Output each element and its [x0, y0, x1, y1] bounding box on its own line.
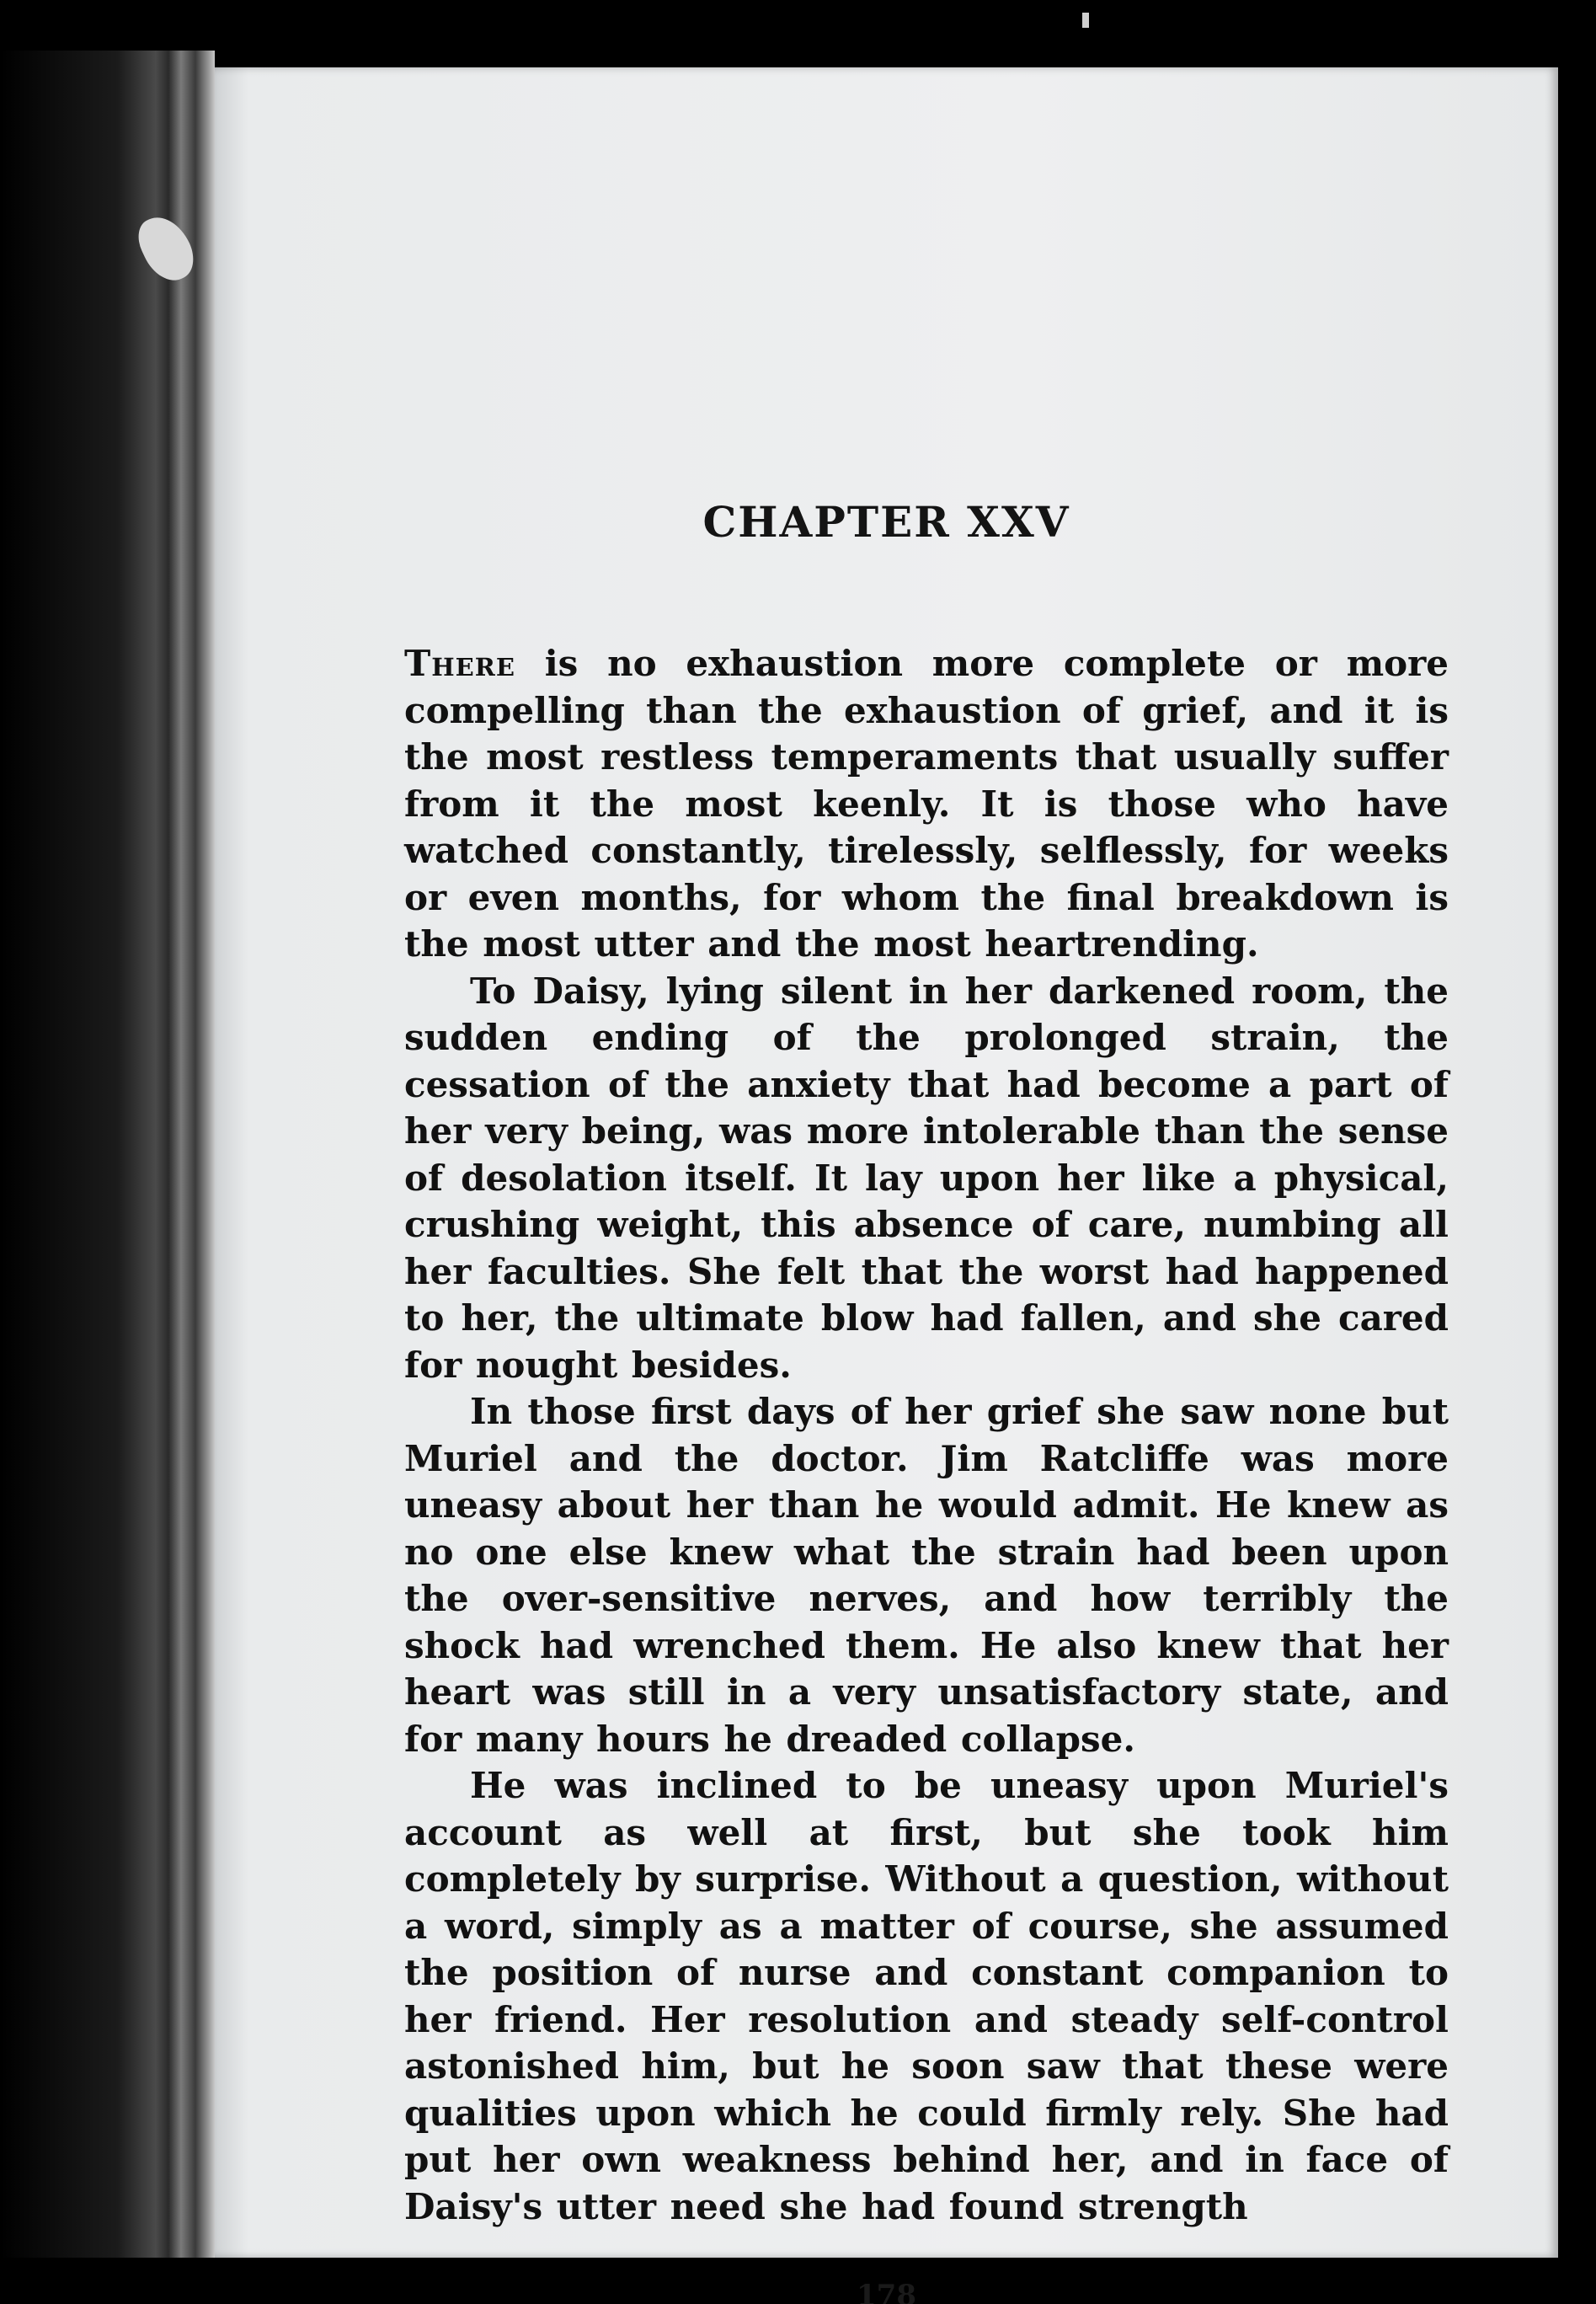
page-number: 178 [857, 2279, 916, 2304]
scan-speck [1082, 13, 1089, 28]
chapter-heading: CHAPTER XXV [702, 497, 1070, 547]
book-page [215, 67, 1558, 2304]
paragraph-2: To Daisy, lying silent in her darkened room, the sudden ending of the prolonged strain, the cessation of the anxiety that had become a part of her very being, was more intolerable than the sense of desolation itself. It lay upon her like a physical, crushing weight, this absence of care, numbing all her faculties. She felt that the worst had happened to her, the ultimate blow had fallen, and she cared for nought besides. [404, 970, 1449, 1386]
paragraph-4: He was inclined to be uneasy upon Muriel's account as well at first, but she took him completely by surprise. Without a question, without a word, simply as a matter of course, she assumed the position of nurse and constant companion to her friend. Her resolution and steady self-control astonished him, but he soon saw that these were qualities upon which he could firmly rely. She had put her own weakness behind her, and in face of Daisy's utter need she had found strength [404, 1765, 1449, 2227]
paragraph-1 [404, 640, 1449, 968]
book-binding-gutter [0, 51, 215, 2258]
paragraph-1-text: is no exhaustion more complete or more compelling than the exhaustion of grief, and it is the most restless temperaments that usually suffer from it the most keenly. It is those who have watched constantly, tirelessly, selflessly, for weeks or even months, for whom the final breakdown is the most utter and the most heartrending. [404, 643, 1449, 965]
chapter-body [404, 640, 1449, 2230]
opening-word: There [404, 643, 515, 684]
paragraph-3: In those first days of her grief she saw none but Muriel and the doctor. Jim Ratcliffe was more uneasy about her than he would admit. He knew as no one else knew what the strain had been upon the over-sensitive nerves, and how terribly the shock had wrenched them. He also knew that her heart was still in a very unsatisfactory state, and for many hours he dreaded collapse. [404, 1391, 1449, 1760]
